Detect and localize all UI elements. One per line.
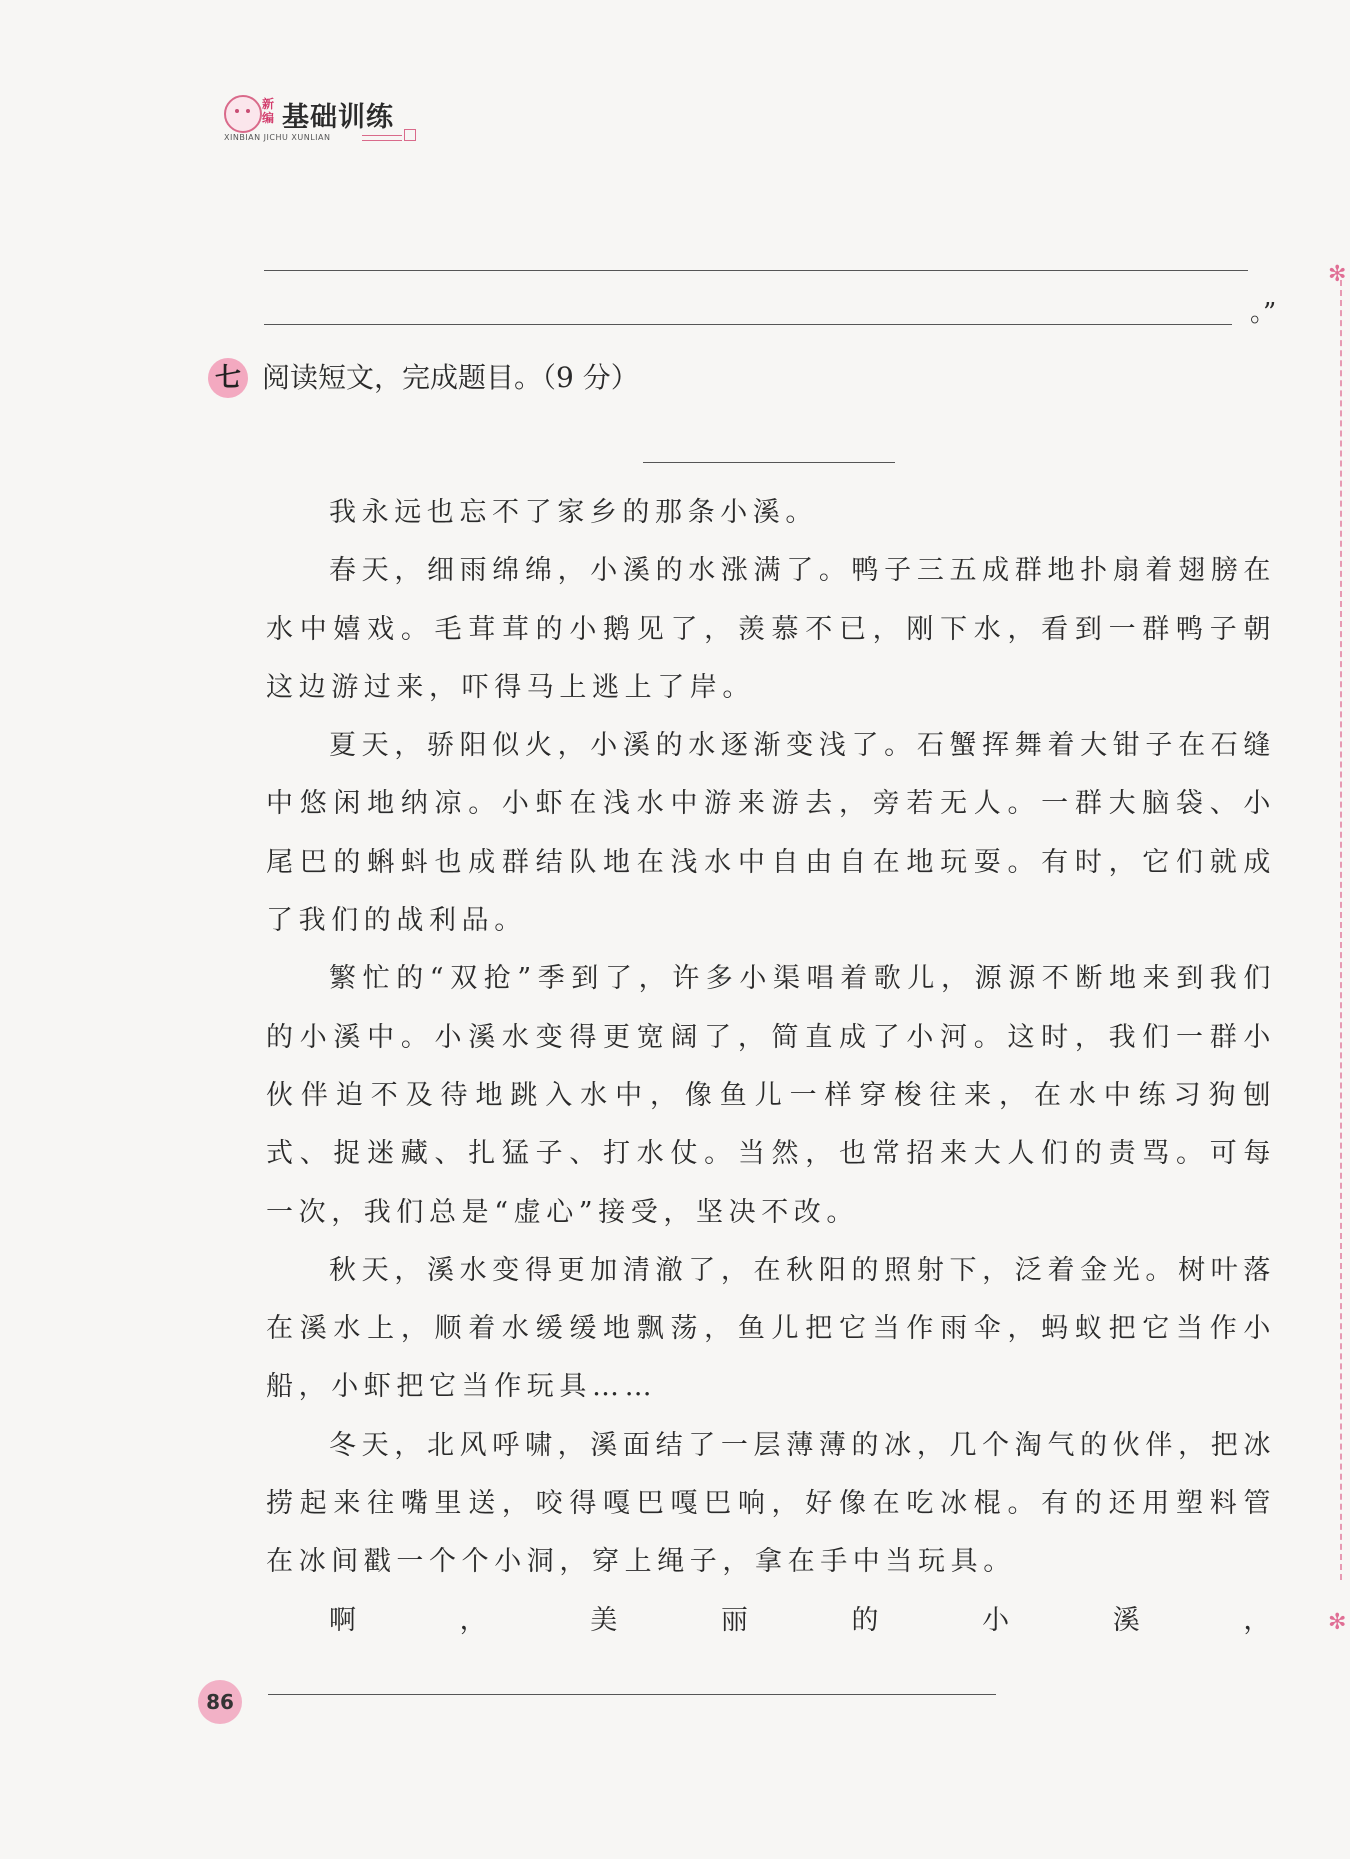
margin-dashed-line (1340, 280, 1342, 1580)
passage-paragraph: 秋天，溪水变得更加清澈了，在秋阳的照射下，泛着金光。树叶落在溪水上，顺着水缓缓地飘荡，鱼儿把它当作雨伞，蚂蚁把它当作小船，小虾把它当作玩具…… (266, 1254, 1276, 1403)
brand-title: 基础训练 (282, 102, 394, 133)
section-title: 阅读短文，完成题目。（9 分） (262, 361, 639, 394)
passage-title-blank[interactable] (643, 462, 895, 463)
brand-new-label: 新编 (262, 97, 275, 125)
answer-line[interactable] (264, 324, 1232, 325)
passage-paragraph: 夏天，骄阳似火，小溪的水逐渐变浅了。石蟹挥舞着大钳子在石缝中悠闲地纳凉。小虾在浅水中游来游去，旁若无人。一群大脑袋、小尾巴的蝌蚪也成群结队地在浅水中自由自在地玩耍。有时，它们就成了我们的战利品。 (266, 730, 1276, 937)
section-number-badge: 七 (208, 358, 248, 398)
cartoon-face-icon (224, 95, 262, 133)
answer-line-end-punct: 。” (1250, 298, 1277, 328)
page-number: 86 (198, 1680, 242, 1724)
passage-paragraph: 我永远也忘不了家乡的那条小溪。 (329, 497, 818, 528)
decorative-box (404, 129, 416, 141)
closing-answer-blank[interactable] (268, 1694, 996, 1695)
passage-closing-line (266, 1592, 1276, 1709)
passage-paragraph: 繁忙的“双抢”季到了，许多小渠唱着歌儿，源源不断地来到我们的小溪中。小溪水变得更宽阔了，简直成了小河。这时，我们一群小伙伴迫不及待地跳入水中，像鱼儿一样穿梭往来，在水中练习狗刨式、捉迷藏、扎猛子、打水仗。当然，也常招来大人们的责骂。可每一次，我们总是“虚心”接受，坚决不改。 (266, 963, 1276, 1228)
flower-icon: ✻ (1328, 1610, 1347, 1635)
brand-pinyin: XINBIAN JICHU XUNLIAN (224, 133, 331, 142)
passage-paragraph: 春天，细雨绵绵，小溪的水涨满了。鸭子三五成群地扑扇着翅膀在水中嬉戏。毛茸茸的小鹅见了，羡慕不已，刚下水，看到一群鸭子朝这边游过来，吓得马上逃上了岸。 (266, 555, 1276, 703)
answer-line[interactable] (264, 270, 1248, 271)
brand-logo (224, 95, 424, 143)
passage-paragraph: 冬天，北风呼啸，溪面结了一层薄薄的冰，几个淘气的伙伴，把冰捞起来往嘴里送，咬得嘎巴嘎巴响，好像在吃冰棍。有的还用塑料管在冰间戳一个个小洞，穿上绳子，拿在手中当玩具。 (266, 1429, 1276, 1578)
decorative-bar (362, 135, 402, 141)
closing-text: 啊，美丽的小溪， (329, 1604, 1276, 1636)
reading-passage (266, 484, 1276, 1708)
flower-icon: ✻ (1328, 262, 1347, 287)
